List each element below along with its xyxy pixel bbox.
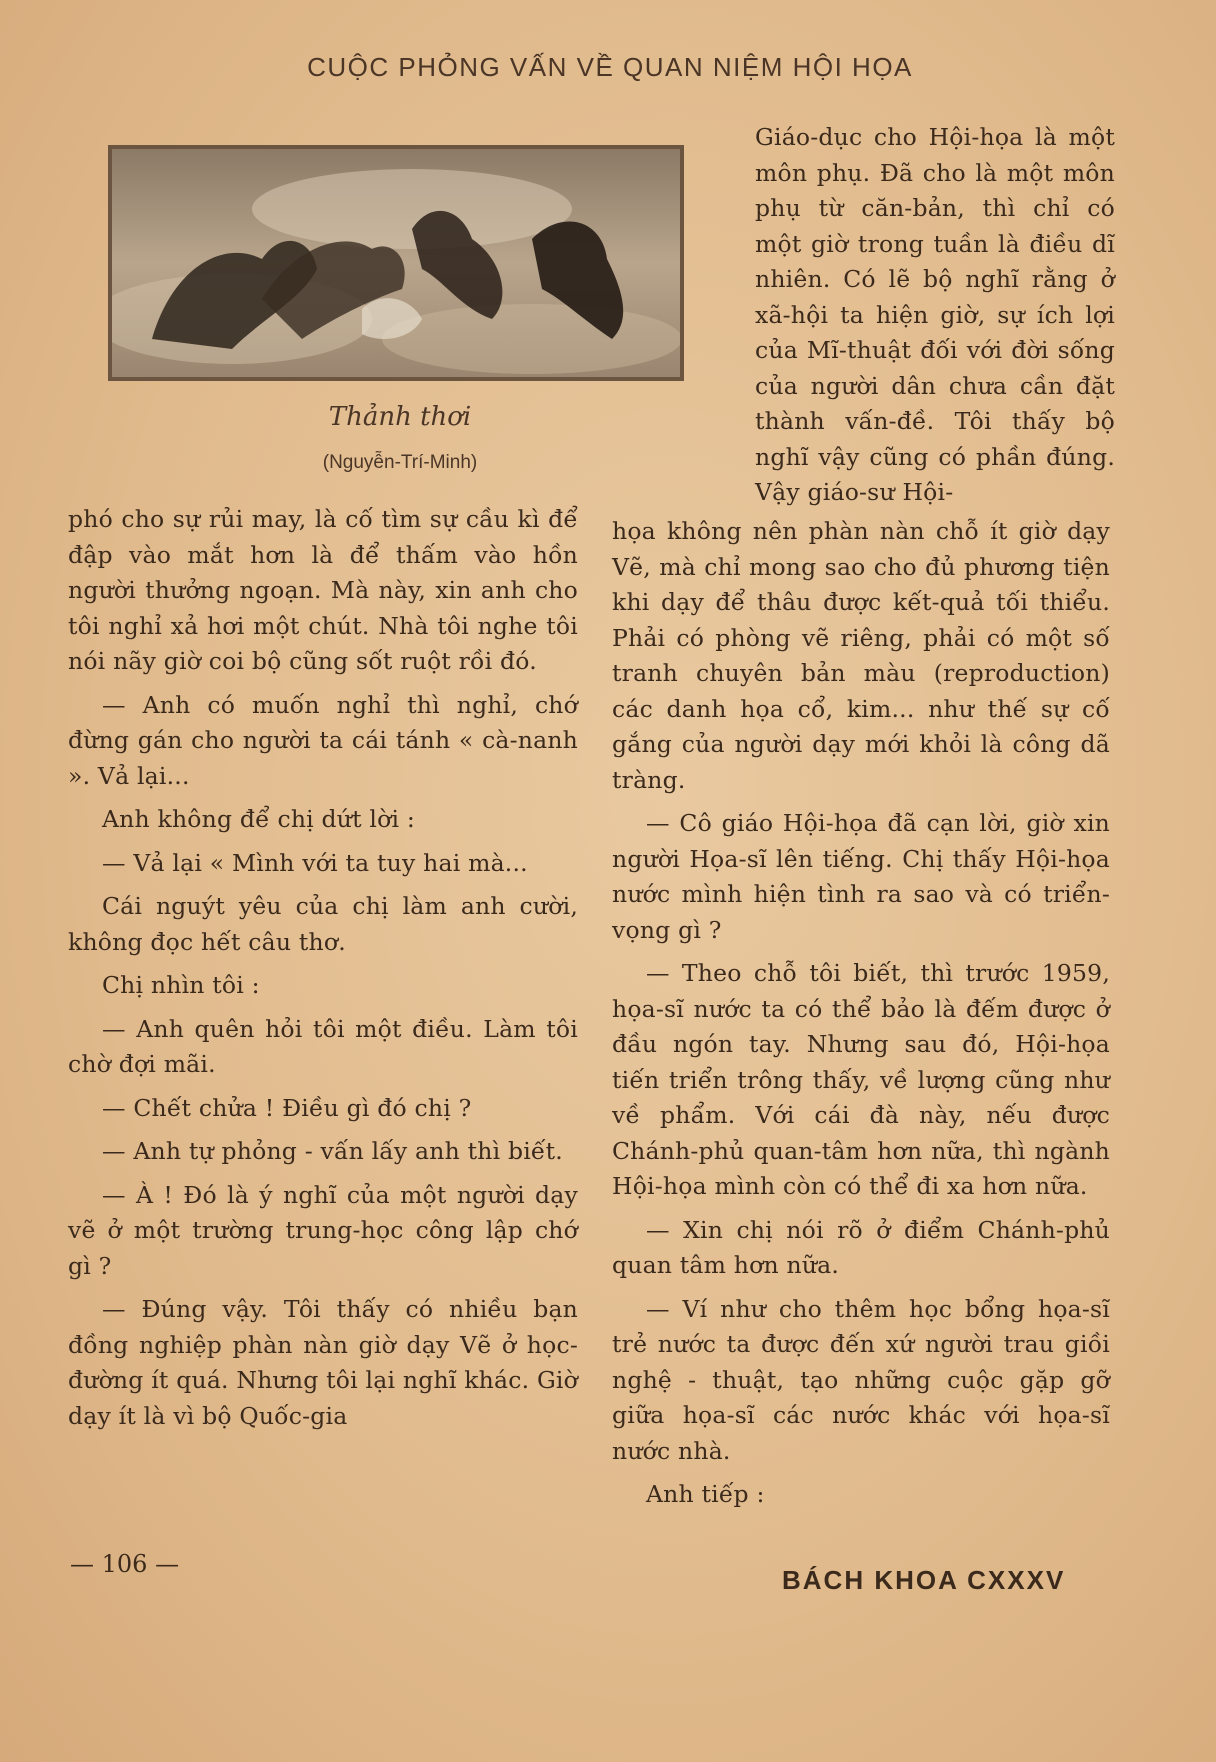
paragraph: Anh không để chị dứt lời :	[102, 805, 415, 833]
paragraph: — Xin chị nói rõ ở điểm Chánh-phủ quan tâm hơn nữa.	[612, 1215, 1110, 1279]
paragraph: — Chết chửa ! Điều gì đó chị ?	[102, 1093, 472, 1122]
page-number: — 106 —	[70, 1550, 180, 1578]
paragraph: — Ví như cho thêm học bổng họa-sĩ trẻ nước ta được đến xứ người trau giồi nghệ - thuật, tạo những cuộc gặp gỡ giữa họa-sĩ các nước khác với họa-sĩ nước nhà.	[612, 1294, 1110, 1465]
paragraph: phó cho sự rủi may, là cố tìm sự cầu kì để đập vào mắt hơn là để thấm vào hồn người thưởng ngoạn. Mà này, xin anh cho tôi nghỉ xả hơi một chút. Nhà tôi nghe tôi nói nãy giờ coi bộ cũng sốt ruột rồi đó.	[68, 505, 578, 675]
paragraph: Chị nhìn tôi :	[102, 971, 260, 999]
paragraph: — Anh quên hỏi tôi một điều. Làm tôi chờ đợi mãi.	[68, 1014, 578, 1078]
publication-title: BÁCH KHOA CXXXV	[782, 1565, 1066, 1595]
paragraph: — Anh tự phỏng - vấn lấy anh thì biết.	[102, 1137, 563, 1165]
paragraph: Cái nguýt yêu của chị làm anh cười, không đọc hết câu thơ.	[68, 892, 578, 956]
painting-illustration	[108, 145, 684, 381]
paragraph: — Theo chỗ tôi biết, thì trước 1959, họa-sĩ nước ta có thể bảo là đếm được ở đầu ngón tay. Nhưng sau đó, Hội-họa tiến triển trông thấy, về lượng cũng như về phẩm. Với cái đà này, nếu được Chánh-phủ quan-tâm hơn nữa, thì ngành Hội-họa mình còn có thể đi xa hơn nữa.	[612, 959, 1110, 1200]
figure-caption-title: Thảnh thơi	[328, 402, 472, 432]
paragraph: — Vả lại « Mình với ta tuy hai mà...	[102, 848, 528, 877]
paragraph: — Đúng vậy. Tôi thấy có nhiều bạn đồng nghiệp phàn nàn giờ dạy Vẽ ở học-đường ít quá. Nhưng tôi lại nghĩ khác. Giờ dạy ít là vì bộ Quốc-gia	[68, 1295, 578, 1430]
figure-caption-author: (Nguyễn-Trí-Minh)	[322, 452, 478, 473]
paragraph: — Anh có muốn nghỉ thì nghỉ, chớ đừng gán cho người ta cái tánh « cà-nanh ». Vả lại...	[68, 690, 578, 790]
paragraph: Anh tiếp :	[646, 1480, 765, 1508]
left-column	[68, 502, 578, 1442]
paragraph: họa không nên phàn nàn chỗ ít giờ dạy Vẽ, mà chỉ mong sao cho đủ phương tiện khi dạy để thâu được kết-quả tối thiểu. Phải có phòng vẽ riêng, phải có một số tranh chuyên bản màu (reproduction) các danh họa cổ, kim... như thế sự cố gắng của người dạy mới khỏi là công dã tràng.	[612, 517, 1110, 794]
horses-painting-image	[112, 149, 680, 377]
paragraph: — À ! Đó là ý nghĩ của một người dạy vẽ ở một trường trung-học công lập chớ gì ?	[68, 1180, 578, 1280]
running-title: CUỘC PHỎNG VẤN VỀ QUAN NIỆM HỘI HỌA	[307, 52, 913, 82]
right-column-top	[755, 120, 1115, 519]
right-column	[612, 514, 1110, 1521]
paragraph: Giáo-dục cho Hội-họa là một môn phụ. Đã cho là một môn phụ từ căn-bản, thì chỉ có một giờ trong tuần là điều dĩ nhiên. Có lẽ bộ nghĩ rằng ở xã-hội ta hiện giờ, sự ích lợi của Mĩ-thuật đối với đời sống của người dân chưa cần đặt thành vấn-đề. Tôi thấy bộ nghĩ vậy cũng có phần đúng. Vậy giáo-sư Hội-	[755, 123, 1115, 506]
paragraph: — Cô giáo Hội-họa đã cạn lời, giờ xin người Họa-sĩ lên tiếng. Chị thấy Hội-họa nước mình hiện tình ra sao và có triển-vọng gì ?	[612, 809, 1110, 944]
